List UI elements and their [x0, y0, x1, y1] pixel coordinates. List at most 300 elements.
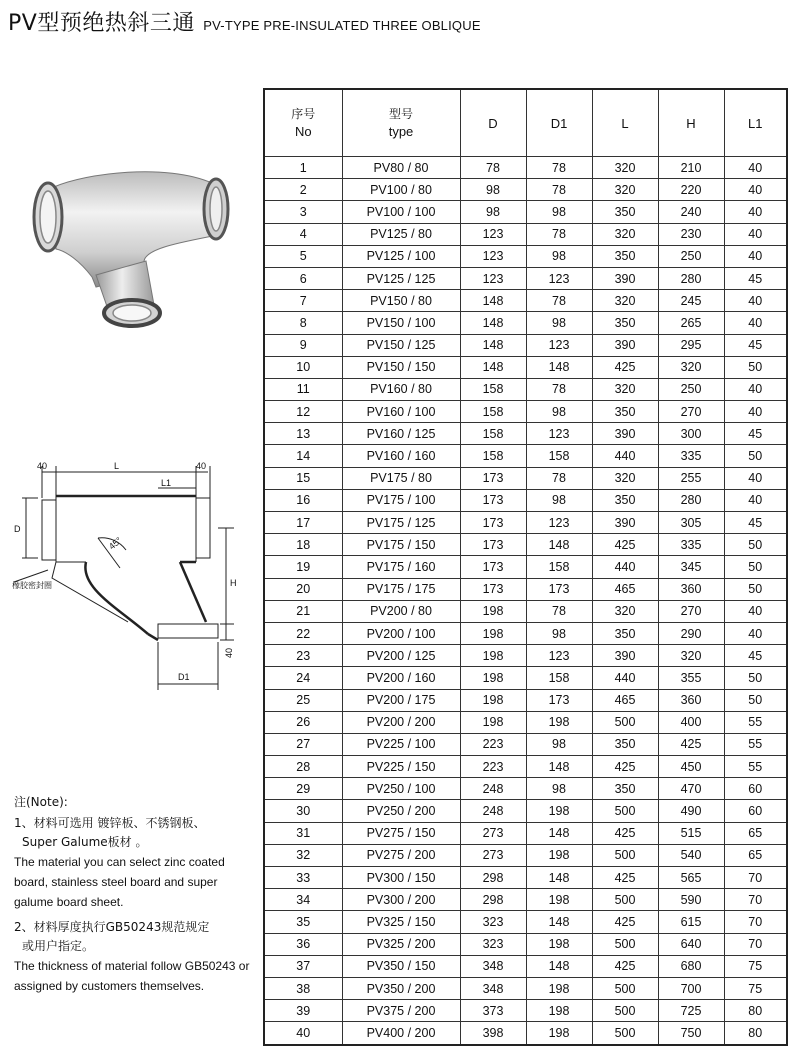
cell-l1: 40 [724, 312, 787, 334]
cell-d1: 148 [526, 356, 592, 378]
dim-L1: L1 [161, 478, 172, 488]
cell-l: 350 [592, 201, 658, 223]
cell-d: 198 [460, 600, 526, 622]
cell-l1: 50 [724, 578, 787, 600]
cell-d1: 148 [526, 955, 592, 977]
cell-l: 500 [592, 1022, 658, 1045]
cell-l: 320 [592, 600, 658, 622]
table-row [264, 556, 787, 578]
cell-d: 148 [460, 312, 526, 334]
seal-ring-label: 橡胶密封圈 [12, 581, 52, 590]
cell-d: 223 [460, 733, 526, 755]
cell-no: 34 [264, 889, 342, 911]
cell-type: PV175 / 100 [342, 489, 460, 511]
cell-l: 390 [592, 334, 658, 356]
cell-h: 320 [658, 645, 724, 667]
cell-type: PV275 / 150 [342, 822, 460, 844]
cell-l: 350 [592, 401, 658, 423]
cell-h: 255 [658, 467, 724, 489]
cell-d1: 198 [526, 889, 592, 911]
cell-d: 148 [460, 290, 526, 312]
cell-no: 33 [264, 867, 342, 889]
cell-type: PV150 / 125 [342, 334, 460, 356]
cell-no: 11 [264, 378, 342, 400]
table-row [264, 534, 787, 556]
cell-no: 16 [264, 489, 342, 511]
cell-d1: 198 [526, 1022, 592, 1045]
cell-l: 500 [592, 889, 658, 911]
cell-l1: 80 [724, 1000, 787, 1022]
cell-l: 465 [592, 578, 658, 600]
cell-type: PV300 / 200 [342, 889, 460, 911]
col-header-l: L [592, 89, 658, 157]
cell-no: 6 [264, 267, 342, 289]
cell-h: 615 [658, 911, 724, 933]
cell-type: PV200 / 175 [342, 689, 460, 711]
cell-no: 24 [264, 667, 342, 689]
cell-l: 500 [592, 711, 658, 733]
dim-angle: 45° [106, 535, 124, 552]
cell-type: PV200 / 125 [342, 645, 460, 667]
cell-d1: 123 [526, 423, 592, 445]
cell-type: PV175 / 150 [342, 534, 460, 556]
cell-h: 470 [658, 778, 724, 800]
cell-l: 500 [592, 933, 658, 955]
cell-d: 223 [460, 756, 526, 778]
table-row [264, 822, 787, 844]
table-row [264, 645, 787, 667]
cell-l1: 70 [724, 867, 787, 889]
table-row [264, 290, 787, 312]
col-header-d: D [460, 89, 526, 157]
note1-en: The material you can select zinc coated board, stainless steel board and super galume board sheet. [14, 855, 225, 909]
cell-d: 173 [460, 578, 526, 600]
cell-l: 500 [592, 977, 658, 999]
cell-l: 320 [592, 157, 658, 179]
table-row [264, 512, 787, 534]
cell-h: 280 [658, 489, 724, 511]
cell-no: 19 [264, 556, 342, 578]
cell-d: 198 [460, 622, 526, 644]
table-row [264, 600, 787, 622]
cell-l: 350 [592, 312, 658, 334]
table-row [264, 977, 787, 999]
cell-l1: 55 [724, 733, 787, 755]
table-row [264, 245, 787, 267]
table-row [264, 157, 787, 179]
cell-l: 320 [592, 378, 658, 400]
cell-d1: 98 [526, 489, 592, 511]
table-row [264, 689, 787, 711]
cell-no: 23 [264, 645, 342, 667]
spec-table [263, 88, 788, 1046]
cell-no: 37 [264, 955, 342, 977]
table-row [264, 445, 787, 467]
cell-no: 4 [264, 223, 342, 245]
cell-d: 173 [460, 512, 526, 534]
cell-h: 360 [658, 578, 724, 600]
cell-d: 158 [460, 378, 526, 400]
cell-h: 565 [658, 867, 724, 889]
cell-l: 425 [592, 356, 658, 378]
cell-no: 32 [264, 844, 342, 866]
cell-no: 18 [264, 534, 342, 556]
table-row [264, 489, 787, 511]
cell-type: PV175 / 80 [342, 467, 460, 489]
cell-h: 700 [658, 977, 724, 999]
cell-h: 590 [658, 889, 724, 911]
table-row [264, 800, 787, 822]
cell-l1: 40 [724, 401, 787, 423]
cell-no: 39 [264, 1000, 342, 1022]
cell-d1: 148 [526, 756, 592, 778]
cell-d1: 78 [526, 378, 592, 400]
cell-l: 320 [592, 290, 658, 312]
cell-d: 173 [460, 489, 526, 511]
technical-drawing [8, 458, 248, 698]
cell-l1: 40 [724, 157, 787, 179]
cell-l1: 65 [724, 844, 787, 866]
cell-d1: 98 [526, 622, 592, 644]
cell-type: PV350 / 150 [342, 955, 460, 977]
cell-d1: 173 [526, 689, 592, 711]
cell-type: PV160 / 160 [342, 445, 460, 467]
cell-l: 425 [592, 955, 658, 977]
cell-d: 273 [460, 822, 526, 844]
cell-l1: 40 [724, 290, 787, 312]
cell-l1: 45 [724, 423, 787, 445]
cell-d1: 98 [526, 733, 592, 755]
cell-d: 348 [460, 955, 526, 977]
cell-type: PV275 / 200 [342, 844, 460, 866]
cell-l: 425 [592, 756, 658, 778]
cell-h: 210 [658, 157, 724, 179]
cell-l1: 70 [724, 889, 787, 911]
table-row [264, 312, 787, 334]
cell-l1: 40 [724, 179, 787, 201]
note1-cn-line1: 1、材料可选用 镀锌板、不锈钢板、 [14, 816, 206, 830]
cell-d: 123 [460, 245, 526, 267]
cell-d: 148 [460, 334, 526, 356]
dim-D: D [14, 524, 21, 534]
cell-h: 355 [658, 667, 724, 689]
cell-no: 29 [264, 778, 342, 800]
cell-h: 270 [658, 401, 724, 423]
dim-D1: D1 [178, 672, 190, 682]
cell-no: 8 [264, 312, 342, 334]
table-row [264, 423, 787, 445]
cell-type: PV200 / 80 [342, 600, 460, 622]
cell-h: 490 [658, 800, 724, 822]
page-title [8, 6, 481, 37]
cell-no: 15 [264, 467, 342, 489]
cell-l: 390 [592, 267, 658, 289]
cell-d1: 158 [526, 556, 592, 578]
cell-l1: 40 [724, 489, 787, 511]
cell-type: PV175 / 160 [342, 556, 460, 578]
table-row [264, 1000, 787, 1022]
title-cn: PV型预绝热斜三通 [8, 11, 195, 36]
table-row [264, 267, 787, 289]
table-row [264, 756, 787, 778]
dim-right-40: 40 [196, 461, 207, 471]
cell-l: 320 [592, 223, 658, 245]
cell-no: 31 [264, 822, 342, 844]
cell-no: 30 [264, 800, 342, 822]
cell-l: 465 [592, 689, 658, 711]
cell-l1: 40 [724, 201, 787, 223]
cell-h: 220 [658, 179, 724, 201]
cell-d: 298 [460, 867, 526, 889]
cell-type: PV250 / 200 [342, 800, 460, 822]
cell-h: 305 [658, 512, 724, 534]
cell-no: 36 [264, 933, 342, 955]
col-header-h: H [658, 89, 724, 157]
cell-d1: 98 [526, 201, 592, 223]
cell-l1: 40 [724, 600, 787, 622]
cell-l: 425 [592, 534, 658, 556]
cell-d1: 158 [526, 445, 592, 467]
cell-l1: 50 [724, 689, 787, 711]
table-row [264, 578, 787, 600]
cell-d: 323 [460, 911, 526, 933]
table-row [264, 867, 787, 889]
cell-d1: 148 [526, 911, 592, 933]
cell-h: 290 [658, 622, 724, 644]
cell-no: 20 [264, 578, 342, 600]
cell-type: PV150 / 150 [342, 356, 460, 378]
cell-d1: 98 [526, 778, 592, 800]
cell-d1: 123 [526, 267, 592, 289]
cell-l: 425 [592, 822, 658, 844]
cell-d: 123 [460, 223, 526, 245]
cell-d: 173 [460, 467, 526, 489]
table-row [264, 778, 787, 800]
dim-L: L [114, 461, 120, 471]
cell-d: 148 [460, 356, 526, 378]
table-row [264, 334, 787, 356]
cell-h: 540 [658, 844, 724, 866]
cell-d: 158 [460, 401, 526, 423]
dim-bottom-40: 40 [224, 647, 234, 658]
cell-l: 390 [592, 512, 658, 534]
cell-l: 500 [592, 1000, 658, 1022]
cell-h: 750 [658, 1022, 724, 1045]
cell-l1: 40 [724, 467, 787, 489]
table-row [264, 955, 787, 977]
cell-l1: 45 [724, 645, 787, 667]
cell-l: 350 [592, 622, 658, 644]
cell-l1: 75 [724, 955, 787, 977]
cell-l1: 55 [724, 756, 787, 778]
cell-l: 320 [592, 179, 658, 201]
col-header-d1: D1 [526, 89, 592, 157]
cell-d1: 198 [526, 800, 592, 822]
cell-no: 14 [264, 445, 342, 467]
cell-d1: 78 [526, 179, 592, 201]
cell-d1: 198 [526, 977, 592, 999]
cell-type: PV150 / 80 [342, 290, 460, 312]
cell-no: 38 [264, 977, 342, 999]
cell-d: 198 [460, 645, 526, 667]
cell-type: PV325 / 200 [342, 933, 460, 955]
table-row [264, 667, 787, 689]
cell-d: 98 [460, 201, 526, 223]
dim-left-40: 40 [37, 461, 48, 471]
cell-h: 240 [658, 201, 724, 223]
table-row [264, 1022, 787, 1045]
cell-no: 35 [264, 911, 342, 933]
cell-h: 270 [658, 600, 724, 622]
cell-l: 350 [592, 778, 658, 800]
dim-H: H [230, 578, 237, 588]
col-header-type: 型号 type [342, 89, 460, 157]
cell-h: 280 [658, 267, 724, 289]
cell-type: PV125 / 125 [342, 267, 460, 289]
cell-h: 400 [658, 711, 724, 733]
cell-type: PV200 / 160 [342, 667, 460, 689]
cell-d: 123 [460, 267, 526, 289]
cell-type: PV225 / 100 [342, 733, 460, 755]
cell-d: 198 [460, 711, 526, 733]
col-header-no: 序号 No [264, 89, 342, 157]
cell-l: 350 [592, 489, 658, 511]
cell-l: 425 [592, 911, 658, 933]
cell-h: 320 [658, 356, 724, 378]
cell-d1: 148 [526, 822, 592, 844]
cell-no: 12 [264, 401, 342, 423]
table-row [264, 223, 787, 245]
cell-no: 17 [264, 512, 342, 534]
cell-l1: 40 [724, 378, 787, 400]
table-row [264, 467, 787, 489]
cell-no: 9 [264, 334, 342, 356]
note1-cn-line2: Super Galume板材 。 [22, 835, 148, 849]
cell-type: PV125 / 80 [342, 223, 460, 245]
table-row [264, 378, 787, 400]
cell-no: 2 [264, 179, 342, 201]
cell-d: 158 [460, 445, 526, 467]
table-row [264, 401, 787, 423]
cell-type: PV80 / 80 [342, 157, 460, 179]
cell-d: 248 [460, 778, 526, 800]
cell-no: 27 [264, 733, 342, 755]
cell-d: 173 [460, 556, 526, 578]
product-photo [26, 165, 236, 350]
table-row [264, 889, 787, 911]
cell-d1: 123 [526, 645, 592, 667]
cell-l: 350 [592, 245, 658, 267]
cell-no: 22 [264, 622, 342, 644]
table-row [264, 356, 787, 378]
cell-h: 295 [658, 334, 724, 356]
cell-d1: 98 [526, 245, 592, 267]
cell-type: PV250 / 100 [342, 778, 460, 800]
cell-l1: 50 [724, 534, 787, 556]
cell-no: 5 [264, 245, 342, 267]
cell-h: 640 [658, 933, 724, 955]
cell-type: PV225 / 150 [342, 756, 460, 778]
cell-d1: 78 [526, 467, 592, 489]
cell-type: PV200 / 200 [342, 711, 460, 733]
cell-l1: 65 [724, 822, 787, 844]
table-row [264, 911, 787, 933]
cell-d: 348 [460, 977, 526, 999]
cell-no: 28 [264, 756, 342, 778]
cell-no: 13 [264, 423, 342, 445]
table-row [264, 933, 787, 955]
cell-type: PV400 / 200 [342, 1022, 460, 1045]
cell-no: 1 [264, 157, 342, 179]
cell-h: 680 [658, 955, 724, 977]
cell-l: 390 [592, 423, 658, 445]
cell-no: 3 [264, 201, 342, 223]
cell-h: 335 [658, 534, 724, 556]
cell-d1: 158 [526, 667, 592, 689]
cell-d: 273 [460, 844, 526, 866]
table-row [264, 622, 787, 644]
cell-l1: 45 [724, 334, 787, 356]
cell-h: 250 [658, 245, 724, 267]
cell-d1: 198 [526, 1000, 592, 1022]
cell-d: 158 [460, 423, 526, 445]
cell-l1: 50 [724, 445, 787, 467]
cell-type: PV160 / 125 [342, 423, 460, 445]
cell-l1: 50 [724, 556, 787, 578]
table-row [264, 711, 787, 733]
cell-l1: 60 [724, 778, 787, 800]
cell-no: 10 [264, 356, 342, 378]
cell-d1: 78 [526, 290, 592, 312]
cell-l: 350 [592, 733, 658, 755]
cell-l: 440 [592, 667, 658, 689]
cell-type: PV200 / 100 [342, 622, 460, 644]
cell-l1: 80 [724, 1022, 787, 1045]
cell-l: 320 [592, 467, 658, 489]
cell-l1: 50 [724, 356, 787, 378]
cell-l: 440 [592, 445, 658, 467]
notes-heading: 注(Note): [14, 795, 68, 809]
cell-d1: 78 [526, 223, 592, 245]
cell-type: PV125 / 100 [342, 245, 460, 267]
cell-d1: 123 [526, 512, 592, 534]
note2-en: The thickness of material follow GB50243 or assigned by customers themselves. [14, 959, 250, 993]
cell-h: 245 [658, 290, 724, 312]
cell-d1: 198 [526, 711, 592, 733]
cell-type: PV160 / 80 [342, 378, 460, 400]
table-header-row [264, 89, 787, 157]
cell-l1: 45 [724, 267, 787, 289]
cell-h: 265 [658, 312, 724, 334]
cell-l1: 60 [724, 800, 787, 822]
cell-d1: 198 [526, 933, 592, 955]
cell-type: PV175 / 125 [342, 512, 460, 534]
cell-l1: 40 [724, 245, 787, 267]
cell-no: 21 [264, 600, 342, 622]
cell-type: PV325 / 150 [342, 911, 460, 933]
cell-d1: 123 [526, 334, 592, 356]
cell-d1: 78 [526, 600, 592, 622]
cell-h: 515 [658, 822, 724, 844]
table-row [264, 201, 787, 223]
cell-no: 7 [264, 290, 342, 312]
cell-type: PV300 / 150 [342, 867, 460, 889]
table-row [264, 844, 787, 866]
cell-h: 300 [658, 423, 724, 445]
cell-d: 78 [460, 157, 526, 179]
note2-cn-line2: 或用户指定。 [22, 939, 95, 953]
cell-h: 230 [658, 223, 724, 245]
